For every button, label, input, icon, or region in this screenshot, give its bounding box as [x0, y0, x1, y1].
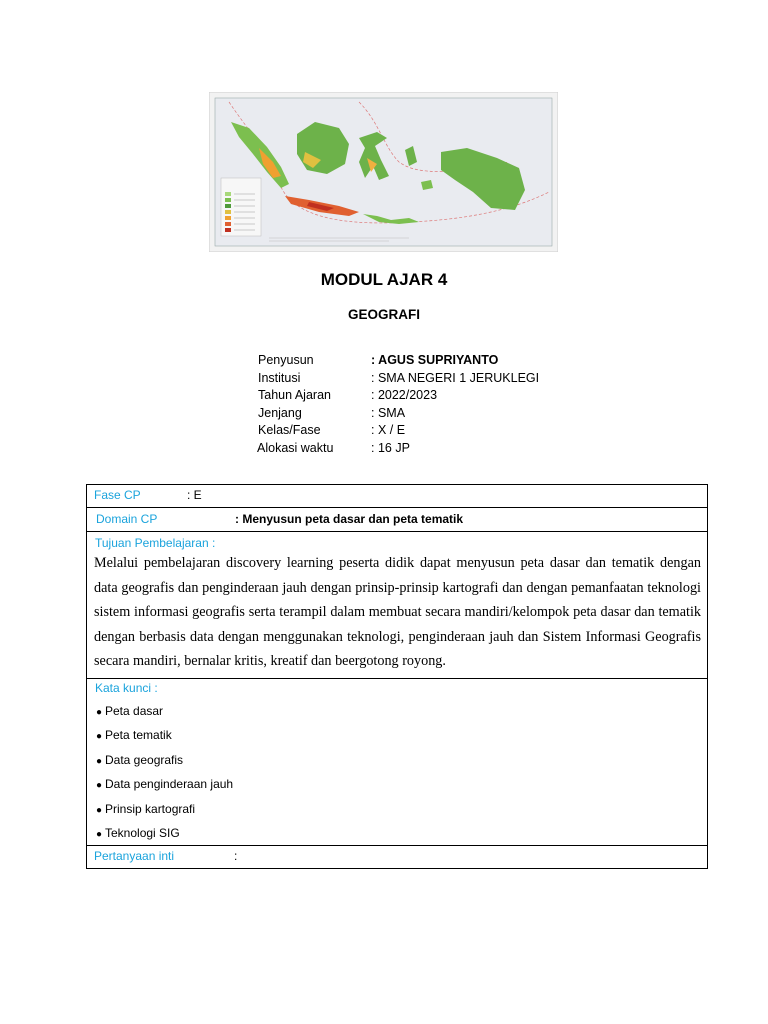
- page-title: MODUL AJAR 4: [320, 270, 448, 289]
- info-row: [258, 440, 539, 458]
- cp-table: [86, 484, 708, 869]
- bullet-icon: ●: [96, 755, 103, 767]
- info-row: [258, 352, 539, 370]
- tujuan-text: Melalui pembelajaran discovery learning peserta didik dapat menyusun peta dasar dan tematik dengan data geografis dan penginderaan jauh dengan prinsip-prinsip kartografi dan dengan pemanfaatan teknologi sistem informasi geografis serta terampil dalam membuat secara mandiri/kelompok peta dasar dan tematik dengan berbasis data dengan menggunakan teknologi, penginderaan jauh dan Sistem Informasi Geografis secara mandiri, bernalar kritis, kreatif dan beergotong royong.: [94, 555, 701, 670]
- fase-row: [87, 485, 707, 508]
- info-value: : SMA NEGERI 1 JERUKLEGI: [371, 370, 540, 385]
- pertanyaan-row: [87, 846, 707, 868]
- list-item: ● Peta dasar: [96, 699, 707, 723]
- bullet-icon: ●: [96, 706, 103, 718]
- info-row: [258, 387, 539, 405]
- domain-label: Domain CP: [96, 512, 158, 526]
- info-label: Institusi: [258, 370, 301, 385]
- fase-value: : E: [187, 488, 202, 502]
- list-item: ● Data penginderaan jauh: [96, 772, 707, 796]
- info-label: Penyusun: [258, 353, 314, 367]
- info-value: : X / E: [371, 423, 406, 438]
- list-item: ● Data geografis: [96, 748, 707, 772]
- tujuan-label: Tujuan Pembelajaran :: [95, 536, 216, 550]
- info-value: : SMA: [371, 405, 406, 420]
- page-subtitle: GEOGRAFI: [347, 307, 420, 322]
- fase-label: Fase CP: [94, 488, 141, 502]
- list-item: ● Teknologi SIG: [96, 821, 707, 845]
- bullet-icon: ●: [96, 804, 103, 816]
- pertanyaan-label: Pertanyaan inti: [94, 849, 175, 864]
- info-label: Kelas/Fase: [258, 423, 321, 438]
- info-block: [258, 352, 539, 458]
- kata-kunci-row: [87, 679, 707, 846]
- info-value: : AGUS SUPRIYANTO: [371, 353, 499, 367]
- info-row: [258, 422, 539, 440]
- list-item: ● Prinsip kartografi: [96, 797, 707, 821]
- info-value: : 16 JP: [371, 440, 410, 455]
- bullet-icon: ●: [96, 828, 103, 840]
- indonesia-map-image: [209, 92, 558, 252]
- domain-value: : Menyusun peta dasar dan peta tematik: [235, 512, 464, 526]
- tujuan-row: [87, 532, 707, 679]
- kata-kunci-label: Kata kunci :: [95, 680, 158, 695]
- info-row: [258, 405, 539, 423]
- info-row: [258, 370, 539, 388]
- list-item: ● Peta tematik: [96, 723, 707, 747]
- pertanyaan-value: :: [234, 849, 238, 864]
- info-label: Jenjang: [258, 405, 302, 420]
- info-value: : 2022/2023: [371, 388, 438, 403]
- bullet-icon: ●: [96, 731, 103, 743]
- kata-kunci-list: [87, 697, 707, 845]
- info-label: Alokasi waktu: [257, 440, 334, 455]
- domain-row: [87, 508, 707, 532]
- bullet-icon: ●: [96, 780, 103, 792]
- info-label: Tahun Ajaran: [258, 388, 331, 403]
